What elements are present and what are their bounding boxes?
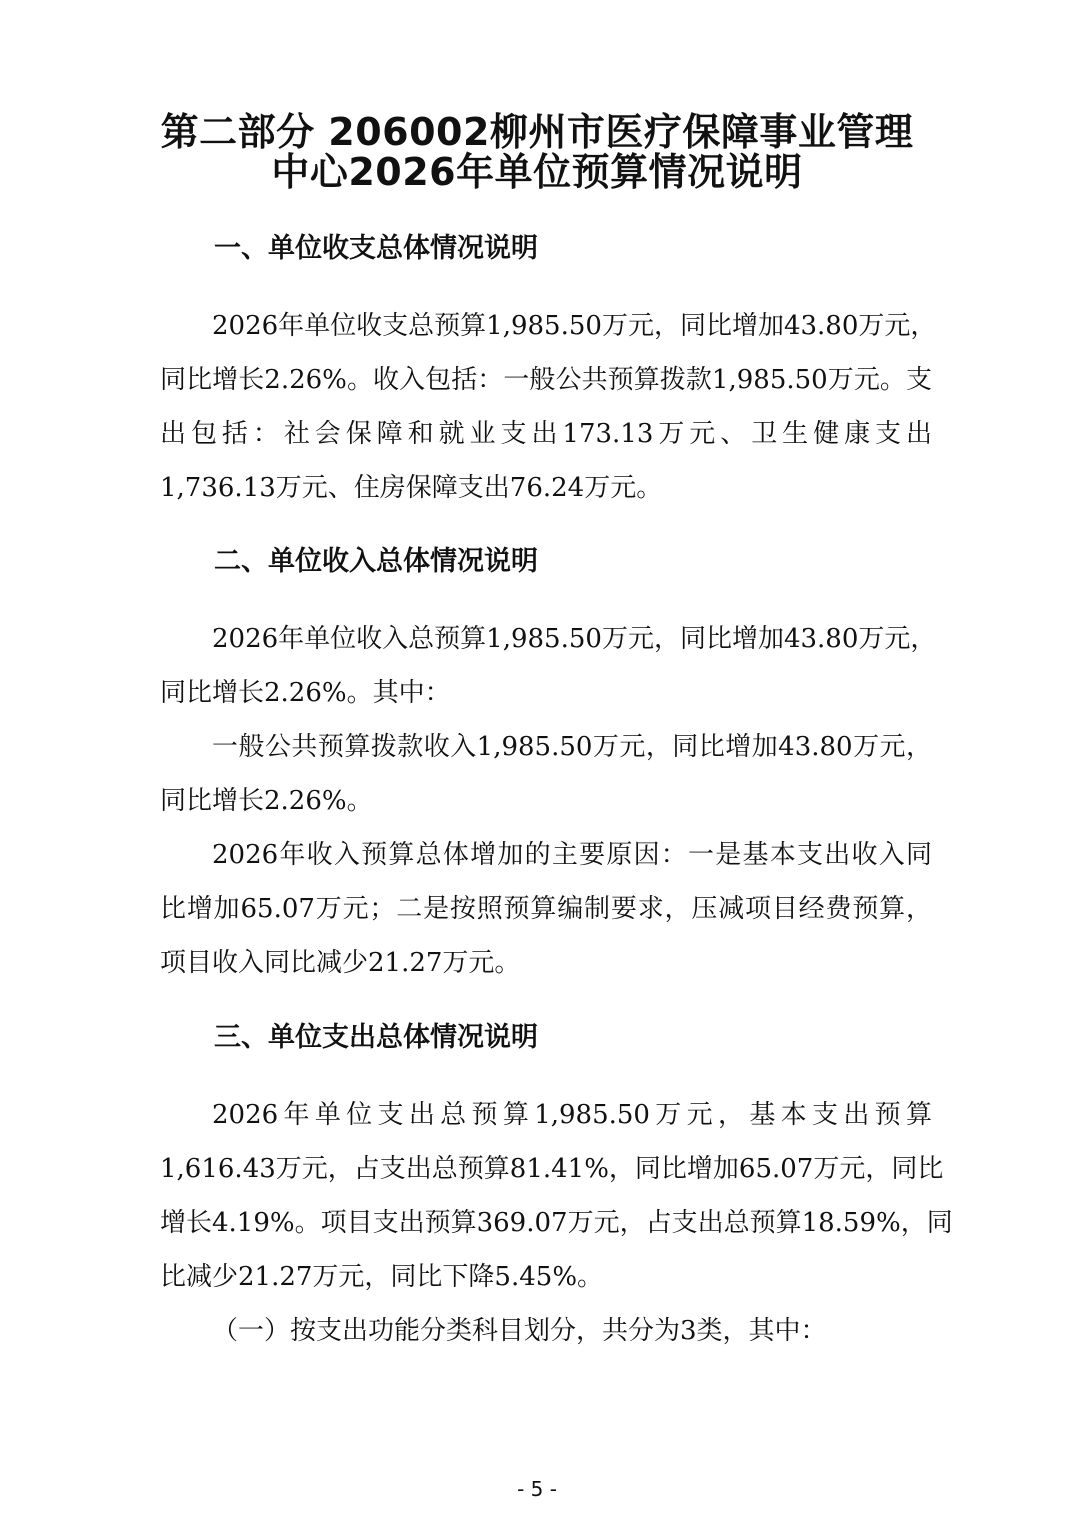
paragraph-line: 1,616.43万元，占支出总预算81.41%，同比增加65.07万元，同比	[160, 1154, 944, 1184]
section-heading-1: 一、单位收支总体情况说明	[214, 233, 538, 264]
paragraph-line: 同比增长2.26%。	[160, 786, 373, 816]
section-heading-2: 二、单位收入总体情况说明	[214, 546, 538, 577]
paragraph-line: 2026年单位收入总预算1,985.50万元，同比增加43.80万元，	[212, 624, 937, 654]
paragraph-line: 1,736.13万元、住房保障支出76.24万元。	[160, 473, 663, 503]
paragraph-line: 一般公共预算拨款收入1,985.50万元，同比增加43.80万元，	[212, 732, 932, 762]
paragraph-line: 2026年单位收支总预算1,985.50万元，同比增加43.80万元，	[212, 311, 937, 341]
section-heading-3: 三、单位支出总体情况说明	[214, 1022, 538, 1053]
paragraph-line: 同比增长2.26%。收入包括：一般公共预算拨款1,985.50万元。支	[160, 365, 932, 395]
paragraph-line: 项目收入同比减少21.27万元。	[160, 948, 521, 978]
paragraph-line: 2026年单位支出总预算1,985.50万元，基本支出预算	[212, 1100, 932, 1130]
document-title-line-2: 中心2026年单位预算情况说明	[271, 150, 803, 194]
page-number: - 5 -	[517, 1477, 557, 1501]
document-title-line-1: 第二部分 206002柳州市医疗保障事业管理	[160, 110, 914, 154]
paragraph-line: 比增加65.07万元；二是按照预算编制要求，压减项目经费预算，	[160, 894, 932, 924]
paragraph-line: 同比增长2.26%。其中：	[160, 678, 451, 708]
paragraph-line: 出包括：社会保障和就业支出173.13万元、卫生健康支出	[160, 419, 932, 449]
paragraph-line: 比减少21.27万元，同比下降5.45%。	[160, 1262, 604, 1292]
paragraph-line: （一）按支出功能分类科目划分，共分为3类，其中：	[212, 1316, 827, 1346]
paragraph-line: 2026年收入预算总体增加的主要原因：一是基本支出收入同	[212, 840, 932, 870]
paragraph-line: 增长4.19%。项目支出预算369.07万元，占支出总预算18.59%，同	[160, 1208, 953, 1238]
